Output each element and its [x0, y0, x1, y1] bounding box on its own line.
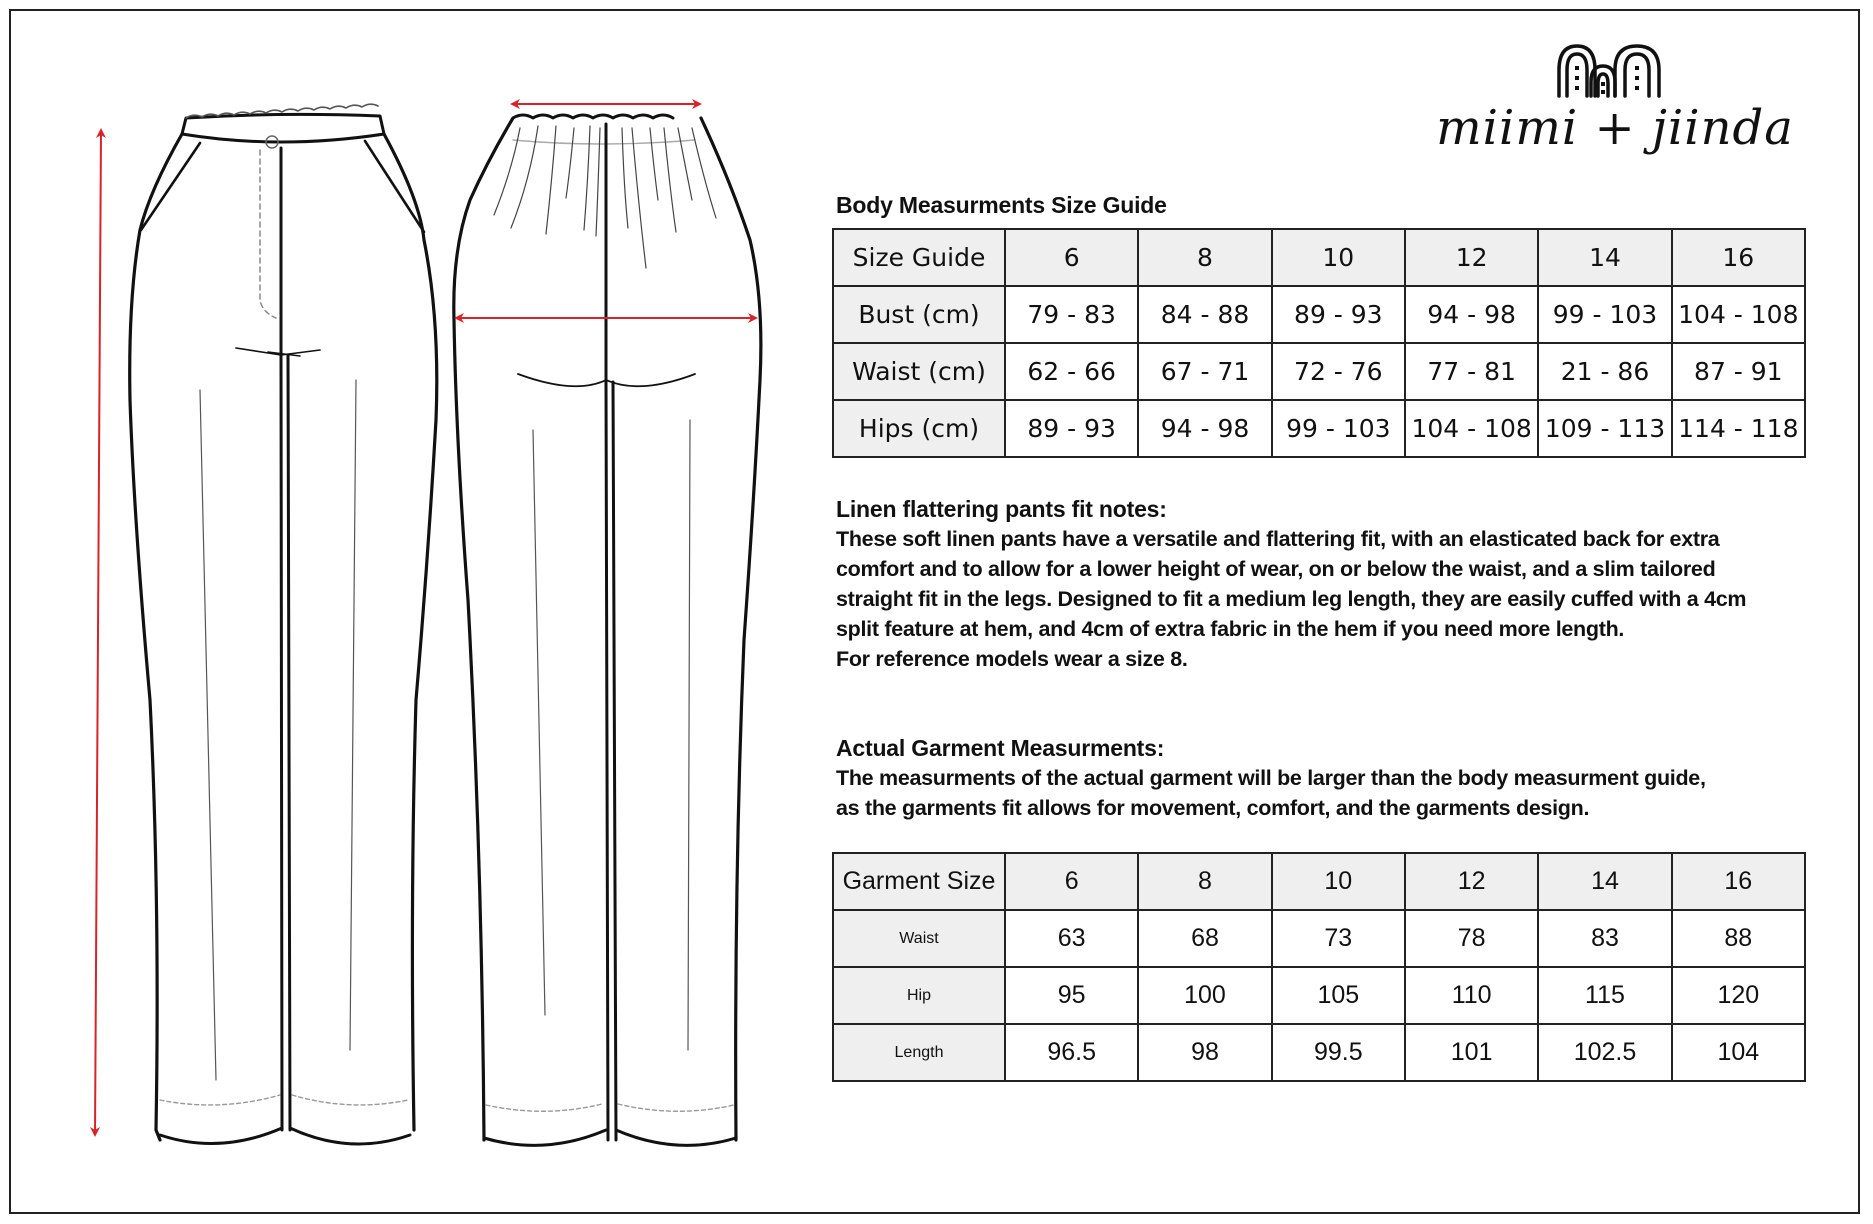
header-cell: 12 [1405, 853, 1538, 910]
table-cell: 67 - 71 [1138, 343, 1271, 400]
rainbow-arches-icon [1555, 42, 1675, 98]
table-cell: 104 [1672, 1024, 1805, 1081]
row-label: Hips (cm) [833, 400, 1005, 457]
back-view-sketch [454, 115, 761, 1145]
table-cell: 100 [1138, 967, 1271, 1024]
table-cell: 77 - 81 [1405, 343, 1538, 400]
length-arrow [95, 130, 101, 1135]
fit-notes-line: split feature at hem, and 4cm of extra fabric in the hem if you need more length. [836, 617, 1625, 641]
table-cell: 84 - 88 [1138, 286, 1271, 343]
table-cell: 89 - 93 [1272, 286, 1405, 343]
table-header-row [833, 229, 1805, 286]
table-cell: 21 - 86 [1538, 343, 1671, 400]
table-cell: 120 [1672, 967, 1805, 1024]
row-label: Hip [833, 967, 1005, 1024]
header-cell: 14 [1538, 229, 1671, 286]
header-cell: 16 [1672, 229, 1805, 286]
table-cell: 83 [1538, 910, 1671, 967]
table-header-row [833, 853, 1805, 910]
table-cell: 73 [1272, 910, 1405, 967]
table-cell: 68 [1138, 910, 1271, 967]
brand-name: miimi + jiinda [1436, 100, 1794, 156]
header-cell: 8 [1138, 853, 1271, 910]
header-cell: 6 [1005, 853, 1138, 910]
table-cell: 94 - 98 [1138, 400, 1271, 457]
table-cell: 98 [1138, 1024, 1271, 1081]
table-cell: 99 - 103 [1538, 286, 1671, 343]
garment-notes-line: The measurments of the actual garment will be larger than the body measurment guide, [836, 766, 1706, 790]
header-cell: 10 [1272, 229, 1405, 286]
header-cell: 16 [1672, 853, 1805, 910]
header-cell: Garment Size [833, 853, 1005, 910]
table-row [833, 1024, 1805, 1081]
fit-notes-title: Linen flattering pants fit notes: [836, 496, 1167, 522]
table-cell: 62 - 66 [1005, 343, 1138, 400]
brand-logo [1420, 42, 1810, 182]
header-cell: 6 [1005, 229, 1138, 286]
table-cell: 109 - 113 [1538, 400, 1671, 457]
table-row [833, 910, 1805, 967]
fit-notes-line: These soft linen pants have a versatile and flattering fit, with an elasticated back for extra [836, 527, 1720, 551]
table-cell: 96.5 [1005, 1024, 1138, 1081]
table-cell: 87 - 91 [1672, 343, 1805, 400]
header-cell: 14 [1538, 853, 1671, 910]
table-cell: 99.5 [1272, 1024, 1405, 1081]
front-view-sketch [130, 104, 437, 1144]
body-size-table [832, 228, 1806, 458]
row-label: Bust (cm) [833, 286, 1005, 343]
table-cell: 89 - 93 [1005, 400, 1138, 457]
garment-size-table [832, 852, 1806, 1082]
table-cell: 101 [1405, 1024, 1538, 1081]
table-cell: 102.5 [1538, 1024, 1671, 1081]
body-guide-title: Body Measurments Size Guide [836, 192, 1167, 218]
table-cell: 110 [1405, 967, 1538, 1024]
header-cell: 10 [1272, 853, 1405, 910]
row-label: Waist (cm) [833, 343, 1005, 400]
header-cell: 8 [1138, 229, 1271, 286]
fit-notes-body [836, 524, 1746, 674]
table-cell: 105 [1272, 967, 1405, 1024]
table-cell: 104 - 108 [1672, 286, 1805, 343]
fit-notes-line: comfort and to allow for a lower height of wear, on or below the waist, and a slim tailored [836, 557, 1716, 581]
table-cell: 72 - 76 [1272, 343, 1405, 400]
table-cell: 99 - 103 [1272, 400, 1405, 457]
table-row [833, 400, 1805, 457]
table-cell: 95 [1005, 967, 1138, 1024]
header-cell: Size Guide [833, 229, 1005, 286]
table-cell: 79 - 83 [1005, 286, 1138, 343]
garment-notes-line: as the garments fit allows for movement, comfort, and the garments design. [836, 796, 1590, 820]
table-cell: 114 - 118 [1672, 400, 1805, 457]
table-row [833, 286, 1805, 343]
table-cell: 104 - 108 [1405, 400, 1538, 457]
garment-notes-title: Actual Garment Measurments: [836, 735, 1165, 761]
table-cell: 115 [1538, 967, 1671, 1024]
fit-notes-line: straight fit in the legs. Designed to fit a medium leg length, they are easily cuffed with a 4cm [836, 587, 1747, 611]
table-cell: 63 [1005, 910, 1138, 967]
row-label: Waist [833, 910, 1005, 967]
pants-illustration [0, 0, 800, 1224]
table-cell: 78 [1405, 910, 1538, 967]
garment-notes-body [836, 763, 1706, 823]
table-row [833, 967, 1805, 1024]
table-cell: 88 [1672, 910, 1805, 967]
table-cell: 94 - 98 [1405, 286, 1538, 343]
fit-notes-line: For reference models wear a size 8. [836, 647, 1188, 671]
header-cell: 12 [1405, 229, 1538, 286]
row-label: Length [833, 1024, 1005, 1081]
table-row [833, 343, 1805, 400]
